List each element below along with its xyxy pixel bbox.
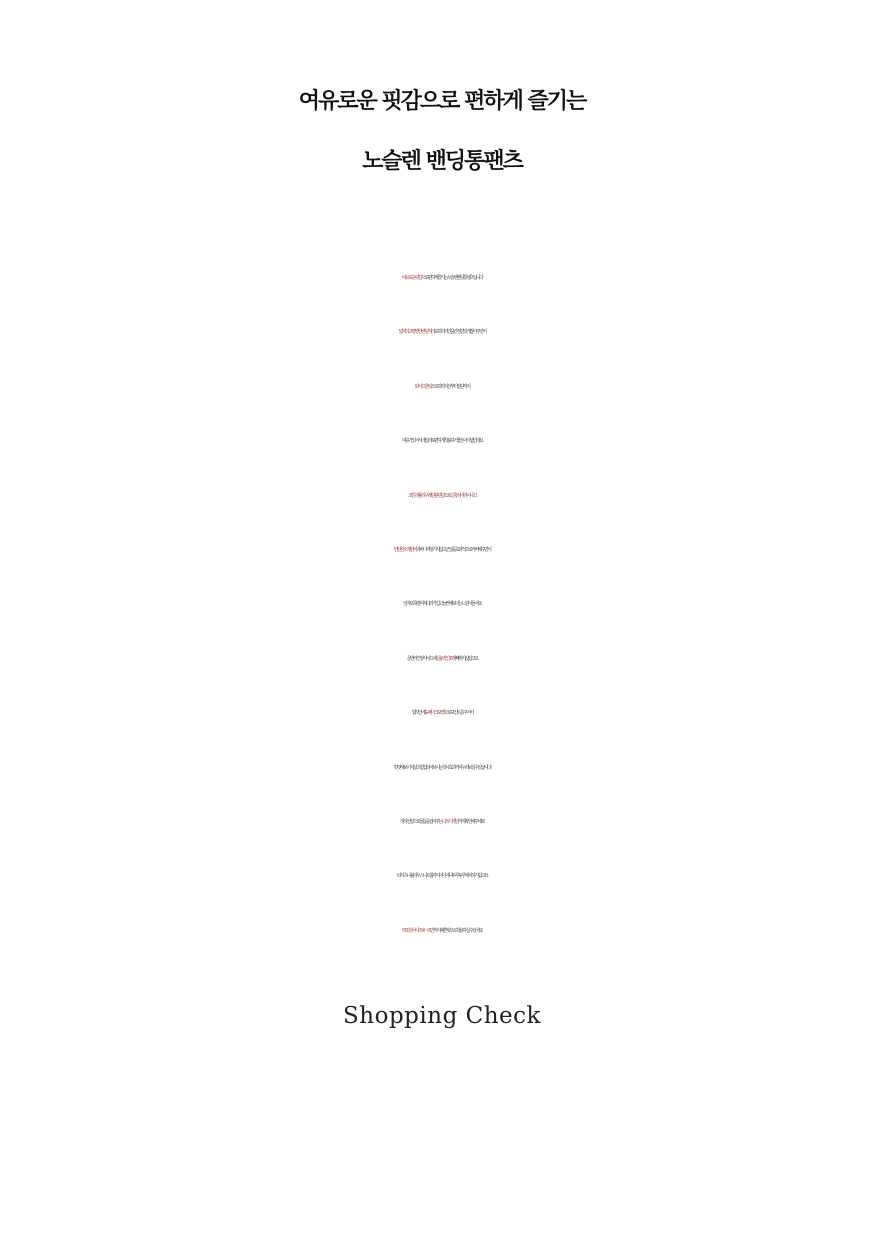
shopping-check-title: Shopping Check <box>343 1003 541 1029</box>
shopping-check-line <box>0 1079 884 1111</box>
highlight-text: 여유로운 핏감 <box>401 275 422 281</box>
description-line <box>0 305 884 359</box>
description-line <box>0 414 884 468</box>
plain-text: 힙라인에도 <box>411 710 428 717</box>
plain-text: 빼먹지 않았고요 <box>454 655 478 662</box>
description-line <box>0 795 884 849</box>
highlight-text: 와이드한핏 <box>414 383 431 390</box>
plain-text: 허리선밑으로 들뜸을 잡아주는 <box>399 818 442 825</box>
shopping-check-notes <box>0 1047 884 1143</box>
description-line <box>0 686 884 740</box>
plain-text: 으로 <box>443 492 451 499</box>
highlight-text: 넓직하고 짱짱한 밴딩처리 <box>398 329 434 336</box>
highlight-text: 신축성이 뛰어나고 <box>450 492 476 499</box>
product-description <box>0 251 884 958</box>
plain-text: 으로 편하게 즐기는 노슬렌 밴딩통팬츠 입니다 <box>421 275 483 281</box>
plain-text: 으로 허벅지선부터 밑단까지 <box>430 383 470 390</box>
description-line <box>0 849 884 903</box>
plain-text: 까지 확인해주세요! <box>457 818 485 825</box>
description-line <box>0 904 884 958</box>
plain-text: 골반라인 양사이드에 <box>406 655 436 662</box>
highlight-text: 실용적인 포켓 <box>435 655 455 662</box>
description-line <box>0 523 884 577</box>
shopping-check-line <box>0 1047 884 1079</box>
highlight-text: FREE 원사이즈 44~66반 <box>401 927 434 934</box>
highlight-text: 다트 디테일 <box>441 818 458 825</box>
plain-text: 으로 포인트를 주어서 <box>443 710 473 717</box>
highlight-text: 코튼과 폴리우레탄 블렌딩 <box>408 492 444 499</box>
plain-text: 밋밋해보이지 않고 힙업되어 보이는 착시효과까지 누려보실 수 있답니다! <box>393 764 491 771</box>
plain-text: 이라 바디에 엉기지않고 군살을 효과적으로 커버해주면서 <box>412 546 491 553</box>
description-line <box>0 251 884 305</box>
headline <box>0 72 884 192</box>
plain-text: 로 허리라인을 안정감있게 잡아주면서 <box>433 329 486 336</box>
description-line <box>0 577 884 631</box>
headline-line-2: 노슬렌 밴딩통팬츠 <box>362 149 522 174</box>
headline-line-1: 여유로운 핏감으로 편하게 즐기는 <box>298 89 586 114</box>
description-line <box>0 741 884 795</box>
description-line <box>0 360 884 414</box>
shopping-check-line <box>0 1111 884 1143</box>
description-line <box>0 632 884 686</box>
description-line <box>0 469 884 523</box>
highlight-text: 탄탄한 소재감 <box>393 546 413 553</box>
highlight-text: 페이크포켓 <box>427 710 444 717</box>
plain-text: 여유가 있어서 데일리로 편하게 착용하기 좋은 아이템인데요 <box>401 438 483 445</box>
plain-text: 까지 예쁜핏으로 착용하실 수 있어요! <box>433 927 483 934</box>
plain-text: 일자로 툭- 떨어져 다리가 길고 늘씬해보이는 느낌이 들어요! <box>402 601 482 608</box>
plain-text: 티셔츠나 블라우스 니트톱까지 어디에나 두루두루 매치하기 쉽고요 <box>396 873 488 880</box>
